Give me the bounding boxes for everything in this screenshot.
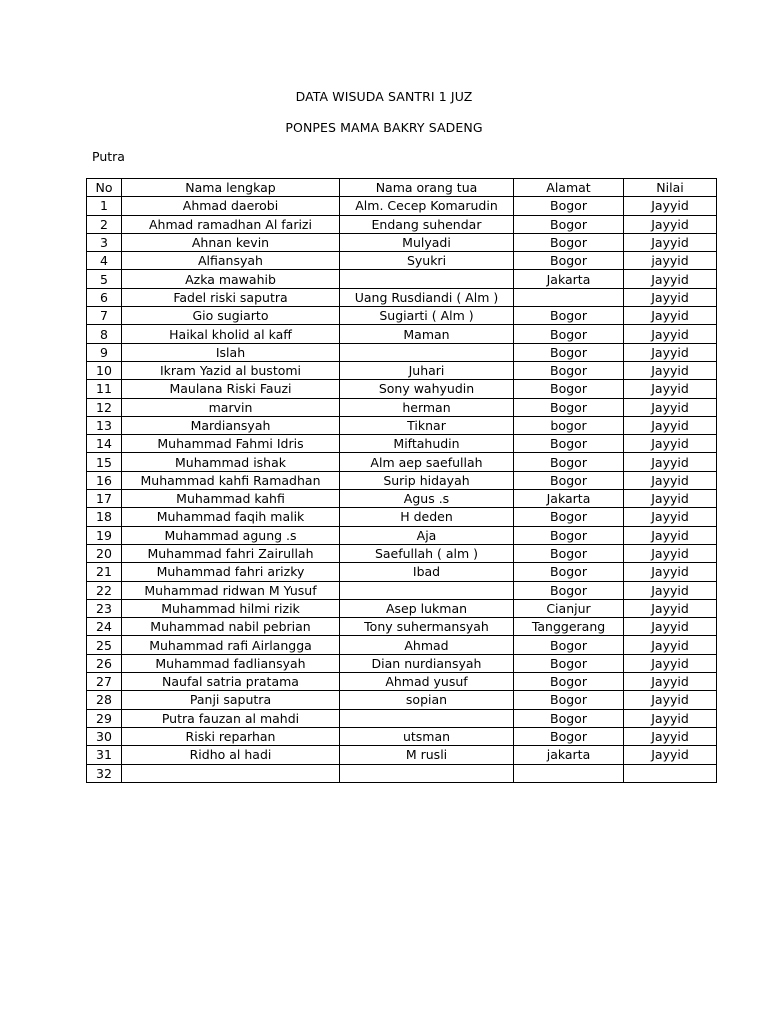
cell-alamat: Bogor <box>514 453 624 471</box>
cell-nilai: Jayyid <box>624 435 717 453</box>
table-row <box>87 435 717 453</box>
cell-nama-lengkap: Azka mawahib <box>122 270 340 288</box>
table-row <box>87 508 717 526</box>
cell-nama-orang-tua <box>340 581 514 599</box>
cell-nama-orang-tua: Alm. Cecep Komarudin <box>340 197 514 215</box>
header-nilai: Nilai <box>624 179 717 197</box>
cell-alamat: jakarta <box>514 746 624 764</box>
cell-nama-lengkap: Alfiansyah <box>122 252 340 270</box>
cell-nilai <box>624 764 717 782</box>
cell-alamat: Bogor <box>514 307 624 325</box>
table-row <box>87 252 717 270</box>
cell-no: 31 <box>87 746 122 764</box>
table-row <box>87 361 717 379</box>
cell-alamat: Bogor <box>514 252 624 270</box>
cell-nama-orang-tua: sopian <box>340 691 514 709</box>
cell-no: 28 <box>87 691 122 709</box>
table-row <box>87 581 717 599</box>
cell-nama-orang-tua: M rusli <box>340 746 514 764</box>
cell-alamat: Bogor <box>514 435 624 453</box>
cell-nilai: Jayyid <box>624 636 717 654</box>
cell-nama-orang-tua <box>340 709 514 727</box>
cell-no: 8 <box>87 325 122 343</box>
cell-nama-orang-tua <box>340 343 514 361</box>
cell-nama-orang-tua: Ibad <box>340 563 514 581</box>
cell-no: 23 <box>87 599 122 617</box>
table-row <box>87 380 717 398</box>
cell-nama-orang-tua: Miftahudin <box>340 435 514 453</box>
document-title: DATA WISUDA SANTRI 1 JUZ <box>295 89 473 104</box>
cell-nama-lengkap: Panji saputra <box>122 691 340 709</box>
table-row <box>87 288 717 306</box>
cell-alamat: Bogor <box>514 636 624 654</box>
header-no: No <box>87 179 122 197</box>
cell-no: 26 <box>87 654 122 672</box>
table-row <box>87 618 717 636</box>
cell-nama-orang-tua: Maman <box>340 325 514 343</box>
cell-nama-orang-tua: utsman <box>340 727 514 745</box>
table-body <box>87 197 717 783</box>
cell-no: 4 <box>87 252 122 270</box>
cell-nilai: Jayyid <box>624 618 717 636</box>
cell-nama-lengkap <box>122 764 340 782</box>
cell-alamat: Bogor <box>514 508 624 526</box>
cell-nama-lengkap: Putra fauzan al mahdi <box>122 709 340 727</box>
cell-nama-lengkap: Muhammad kahfi <box>122 490 340 508</box>
cell-nilai: Jayyid <box>624 307 717 325</box>
cell-no: 11 <box>87 380 122 398</box>
cell-alamat: Bogor <box>514 654 624 672</box>
cell-alamat: Bogor <box>514 581 624 599</box>
table-row <box>87 307 717 325</box>
cell-nilai: Jayyid <box>624 673 717 691</box>
cell-nilai: Jayyid <box>624 380 717 398</box>
cell-nilai: Jayyid <box>624 544 717 562</box>
cell-nama-lengkap: Muhammad ridwan M Yusuf <box>122 581 340 599</box>
cell-alamat: Cianjur <box>514 599 624 617</box>
cell-nilai: Jayyid <box>624 471 717 489</box>
cell-nama-orang-tua: Agus .s <box>340 490 514 508</box>
cell-alamat: Bogor <box>514 709 624 727</box>
cell-alamat: Bogor <box>514 673 624 691</box>
cell-alamat: Bogor <box>514 233 624 251</box>
table-row <box>87 673 717 691</box>
cell-no: 6 <box>87 288 122 306</box>
cell-no: 12 <box>87 398 122 416</box>
cell-no: 29 <box>87 709 122 727</box>
cell-alamat: Bogor <box>514 343 624 361</box>
cell-alamat <box>514 764 624 782</box>
cell-nama-orang-tua: Aja <box>340 526 514 544</box>
table-row <box>87 490 717 508</box>
table-row <box>87 563 717 581</box>
cell-no: 9 <box>87 343 122 361</box>
table-row <box>87 654 717 672</box>
cell-alamat: bogor <box>514 416 624 434</box>
cell-nama-orang-tua: Alm aep saefullah <box>340 453 514 471</box>
table-row <box>87 544 717 562</box>
cell-nilai: Jayyid <box>624 654 717 672</box>
cell-nama-orang-tua: Asep lukman <box>340 599 514 617</box>
cell-no: 16 <box>87 471 122 489</box>
cell-alamat: Bogor <box>514 361 624 379</box>
cell-nama-orang-tua: Saefullah ( alm ) <box>340 544 514 562</box>
cell-alamat: Bogor <box>514 197 624 215</box>
header-nama-orang-tua: Nama orang tua <box>340 179 514 197</box>
cell-nilai: Jayyid <box>624 691 717 709</box>
cell-no: 14 <box>87 435 122 453</box>
cell-no: 22 <box>87 581 122 599</box>
cell-nama-orang-tua: H deden <box>340 508 514 526</box>
cell-nama-lengkap: Gio sugiarto <box>122 307 340 325</box>
header-nama-lengkap: Nama lengkap <box>122 179 340 197</box>
cell-alamat: Bogor <box>514 215 624 233</box>
cell-nama-lengkap: Muhammad nabil pebrian <box>122 618 340 636</box>
cell-no: 13 <box>87 416 122 434</box>
cell-nama-orang-tua: Tiknar <box>340 416 514 434</box>
cell-nama-lengkap: Muhammad Fahmi Idris <box>122 435 340 453</box>
cell-nama-orang-tua: Syukri <box>340 252 514 270</box>
cell-no: 20 <box>87 544 122 562</box>
cell-no: 19 <box>87 526 122 544</box>
table-row <box>87 398 717 416</box>
cell-nilai: Jayyid <box>624 288 717 306</box>
cell-nama-orang-tua <box>340 764 514 782</box>
cell-nama-lengkap: Muhammad fahri Zairullah <box>122 544 340 562</box>
table-row <box>87 215 717 233</box>
cell-nama-lengkap: Muhammad fadliansyah <box>122 654 340 672</box>
table-row <box>87 636 717 654</box>
table-row <box>87 416 717 434</box>
table-row <box>87 599 717 617</box>
cell-alamat: Bogor <box>514 325 624 343</box>
cell-alamat: Jakarta <box>514 490 624 508</box>
cell-no: 30 <box>87 727 122 745</box>
cell-no: 1 <box>87 197 122 215</box>
cell-no: 7 <box>87 307 122 325</box>
cell-nama-orang-tua: Ahmad <box>340 636 514 654</box>
cell-no: 15 <box>87 453 122 471</box>
table-row <box>87 197 717 215</box>
table-row <box>87 746 717 764</box>
cell-nama-lengkap: Muhammad faqih malik <box>122 508 340 526</box>
table-row <box>87 727 717 745</box>
table-row <box>87 709 717 727</box>
section-label: Putra <box>92 149 125 164</box>
cell-alamat <box>514 288 624 306</box>
cell-no: 24 <box>87 618 122 636</box>
cell-nama-lengkap: Ahnan kevin <box>122 233 340 251</box>
document-subtitle: PONPES MAMA BAKRY SADENG <box>285 120 483 135</box>
graduation-table <box>86 178 717 783</box>
cell-nama-lengkap: Muhammad ishak <box>122 453 340 471</box>
cell-nama-orang-tua <box>340 270 514 288</box>
cell-nilai: Jayyid <box>624 270 717 288</box>
cell-nilai: Jayyid <box>624 490 717 508</box>
cell-alamat: Bogor <box>514 380 624 398</box>
cell-no: 21 <box>87 563 122 581</box>
cell-nilai: Jayyid <box>624 581 717 599</box>
cell-nilai: Jayyid <box>624 325 717 343</box>
cell-nilai: Jayyid <box>624 508 717 526</box>
cell-nama-lengkap: Ridho al hadi <box>122 746 340 764</box>
table-row <box>87 270 717 288</box>
cell-no: 5 <box>87 270 122 288</box>
cell-nama-orang-tua: Dian nurdiansyah <box>340 654 514 672</box>
cell-nilai: Jayyid <box>624 453 717 471</box>
cell-no: 17 <box>87 490 122 508</box>
cell-nilai: jayyid <box>624 252 717 270</box>
cell-alamat: Bogor <box>514 691 624 709</box>
cell-nilai: Jayyid <box>624 416 717 434</box>
cell-alamat: Jakarta <box>514 270 624 288</box>
cell-nilai: Jayyid <box>624 343 717 361</box>
cell-nilai: Jayyid <box>624 233 717 251</box>
table-row <box>87 325 717 343</box>
cell-alamat: Bogor <box>514 471 624 489</box>
table-row <box>87 691 717 709</box>
cell-nilai: Jayyid <box>624 197 717 215</box>
cell-alamat: Tanggerang <box>514 618 624 636</box>
table-row <box>87 471 717 489</box>
cell-no: 18 <box>87 508 122 526</box>
cell-nama-orang-tua: herman <box>340 398 514 416</box>
cell-nama-orang-tua: Endang suhendar <box>340 215 514 233</box>
cell-nama-lengkap: Haikal kholid al kaff <box>122 325 340 343</box>
cell-nama-lengkap: Fadel riski saputra <box>122 288 340 306</box>
cell-nama-lengkap: Mardiansyah <box>122 416 340 434</box>
cell-nama-lengkap: Islah <box>122 343 340 361</box>
cell-nilai: Jayyid <box>624 709 717 727</box>
cell-nama-orang-tua: Uang Rusdiandi ( Alm ) <box>340 288 514 306</box>
cell-nilai: Jayyid <box>624 746 717 764</box>
table-row <box>87 233 717 251</box>
table-row <box>87 343 717 361</box>
cell-alamat: Bogor <box>514 727 624 745</box>
cell-nama-orang-tua: Ahmad yusuf <box>340 673 514 691</box>
cell-nama-lengkap: Ahmad daerobi <box>122 197 340 215</box>
cell-nama-orang-tua: Juhari <box>340 361 514 379</box>
table-header-row <box>87 179 717 197</box>
cell-no: 32 <box>87 764 122 782</box>
cell-nama-orang-tua: Tony suhermansyah <box>340 618 514 636</box>
cell-nama-lengkap: Muhammad hilmi rizik <box>122 599 340 617</box>
cell-nilai: Jayyid <box>624 563 717 581</box>
cell-nilai: Jayyid <box>624 526 717 544</box>
cell-no: 2 <box>87 215 122 233</box>
header-alamat: Alamat <box>514 179 624 197</box>
cell-nama-lengkap: Naufal satria pratama <box>122 673 340 691</box>
cell-no: 25 <box>87 636 122 654</box>
cell-nama-orang-tua: Mulyadi <box>340 233 514 251</box>
cell-no: 10 <box>87 361 122 379</box>
cell-nama-lengkap: Riski reparhan <box>122 727 340 745</box>
cell-alamat: Bogor <box>514 563 624 581</box>
cell-nama-lengkap: Muhammad fahri arizky <box>122 563 340 581</box>
cell-no: 27 <box>87 673 122 691</box>
table-row <box>87 526 717 544</box>
cell-nama-orang-tua: Surip hidayah <box>340 471 514 489</box>
cell-alamat: Bogor <box>514 526 624 544</box>
cell-nilai: Jayyid <box>624 727 717 745</box>
cell-no: 3 <box>87 233 122 251</box>
cell-nama-lengkap: Ahmad ramadhan Al farizi <box>122 215 340 233</box>
cell-nama-lengkap: Muhammad agung .s <box>122 526 340 544</box>
cell-nilai: Jayyid <box>624 361 717 379</box>
cell-nama-orang-tua: Sugiarti ( Alm ) <box>340 307 514 325</box>
cell-nama-lengkap: marvin <box>122 398 340 416</box>
cell-alamat: Bogor <box>514 398 624 416</box>
cell-nama-lengkap: Maulana Riski Fauzi <box>122 380 340 398</box>
cell-nilai: Jayyid <box>624 215 717 233</box>
cell-alamat: Bogor <box>514 544 624 562</box>
cell-nama-lengkap: Muhammad kahfi Ramadhan <box>122 471 340 489</box>
cell-nilai: Jayyid <box>624 599 717 617</box>
cell-nama-orang-tua: Sony wahyudin <box>340 380 514 398</box>
cell-nama-lengkap: Muhammad rafi Airlangga <box>122 636 340 654</box>
cell-nilai: Jayyid <box>624 398 717 416</box>
table-row <box>87 453 717 471</box>
table-row <box>87 764 717 782</box>
cell-nama-lengkap: Ikram Yazid al bustomi <box>122 361 340 379</box>
